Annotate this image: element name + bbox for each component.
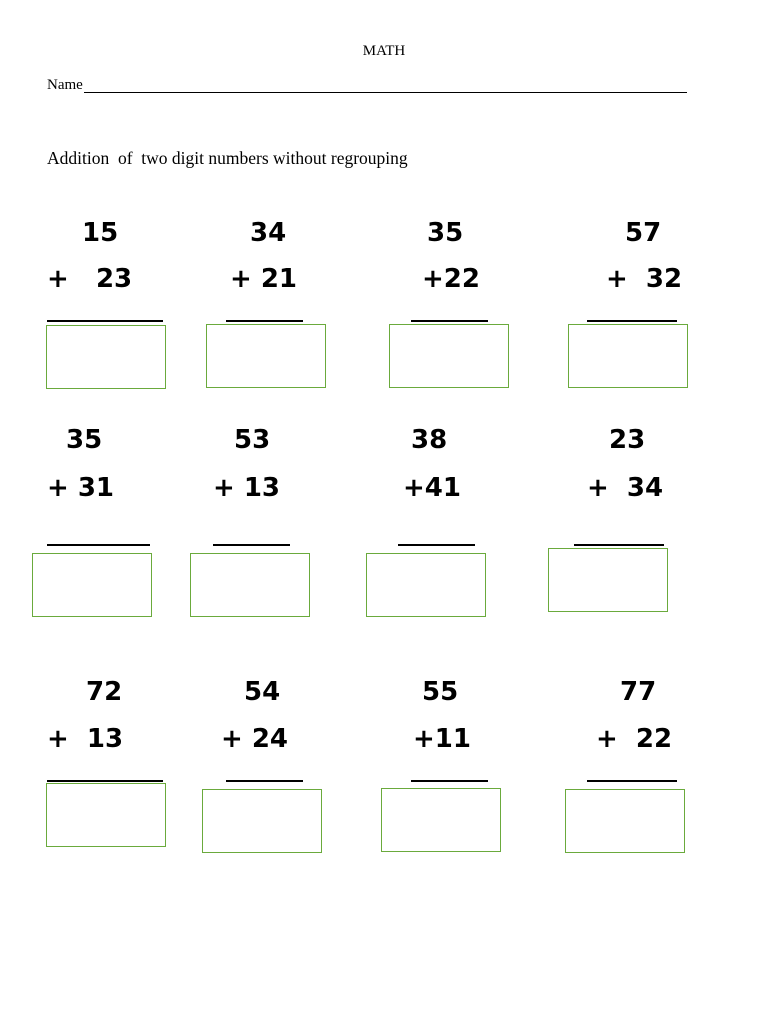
problem-5-bottom: + 31: [47, 473, 115, 503]
problem-7-bottom: +41: [403, 473, 461, 503]
name-field-line[interactable]: [84, 92, 687, 93]
problem-6-top: 53: [234, 425, 271, 455]
problem-9-rule: [47, 780, 163, 782]
problem-10-answer-box[interactable]: [202, 789, 322, 853]
problem-6-rule: [213, 544, 290, 546]
problem-1-top: 15: [82, 218, 119, 248]
problem-7-rule: [398, 544, 475, 546]
problem-9-bottom: + 13: [47, 724, 124, 754]
problem-9-answer-box[interactable]: [46, 783, 166, 847]
problem-12-answer-box[interactable]: [565, 789, 685, 853]
problem-4-bottom: + 32: [606, 264, 683, 294]
problem-1-bottom: + 23: [47, 264, 133, 294]
problem-1-rule: [47, 320, 163, 322]
problem-11-rule: [411, 780, 488, 782]
problem-3-answer-box[interactable]: [389, 324, 509, 388]
problem-12-rule: [587, 780, 677, 782]
instructions: Addition of two digit numbers without regrouping: [47, 148, 408, 168]
problem-7-top: 38: [411, 425, 448, 455]
problem-3-bottom: +22: [422, 264, 480, 294]
problem-6-answer-box[interactable]: [190, 553, 310, 617]
worksheet-title: MATH: [362, 43, 406, 59]
problem-4-rule: [587, 320, 677, 322]
problem-10-top: 54: [244, 677, 281, 707]
problem-11-top: 55: [422, 677, 459, 707]
problem-12-top: 77: [620, 677, 657, 707]
problem-2-answer-box[interactable]: [206, 324, 326, 388]
problem-4-top: 57: [625, 218, 662, 248]
problem-6-bottom: + 13: [213, 473, 281, 503]
problem-10-bottom: + 24: [221, 724, 289, 754]
problem-12-bottom: + 22: [596, 724, 673, 754]
problem-8-answer-box[interactable]: [548, 548, 668, 612]
problem-3-top: 35: [427, 218, 464, 248]
problem-8-rule: [574, 544, 664, 546]
problem-11-answer-box[interactable]: [381, 788, 501, 852]
problem-7-answer-box[interactable]: [366, 553, 486, 617]
problem-8-top: 23: [609, 425, 646, 455]
problem-4-answer-box[interactable]: [568, 324, 688, 388]
problem-2-bottom: + 21: [230, 264, 298, 294]
name-label: Name: [47, 77, 83, 93]
problem-9-top: 72: [86, 677, 123, 707]
problem-5-rule: [47, 544, 150, 546]
problem-5-top: 35: [66, 425, 103, 455]
problem-1-answer-box[interactable]: [46, 325, 166, 389]
problem-2-top: 34: [250, 218, 287, 248]
problem-8-bottom: + 34: [587, 473, 664, 503]
problem-2-rule: [226, 320, 303, 322]
problem-3-rule: [411, 320, 488, 322]
problem-11-bottom: +11: [413, 724, 471, 754]
problem-5-answer-box[interactable]: [32, 553, 152, 617]
problem-10-rule: [226, 780, 303, 782]
